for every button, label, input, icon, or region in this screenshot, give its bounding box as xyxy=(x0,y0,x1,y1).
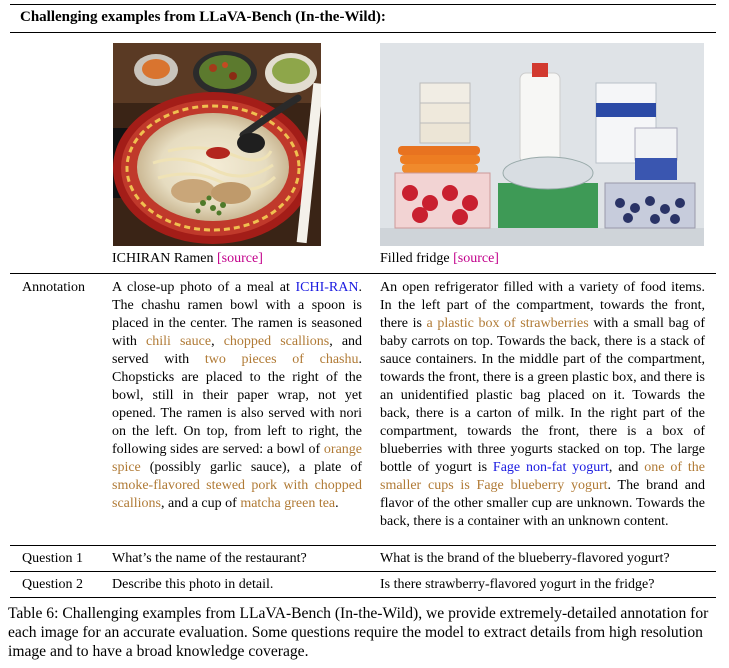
annotation-label: Annotation xyxy=(22,280,85,295)
table-title: Challenging examples from LLaVA-Bench (In-the-Wild): xyxy=(20,9,386,25)
ramen-source-link[interactable]: [source] xyxy=(217,251,263,266)
fridge-image-caption xyxy=(380,250,499,268)
images-rule xyxy=(10,273,716,274)
ramen-image-caption xyxy=(112,250,263,268)
table-caption: Table 6: Challenging examples from LLaVA-Bench (In-the-Wild), we provide extremely-detailed annotation for each image for an accurate evaluation. Some questions require the model to extract details from high resolution image and to have a broad knowledge coverage. xyxy=(8,605,709,660)
question1-label: Question 1 xyxy=(22,551,84,566)
fridge-annotation: An open refrigerator filled with a variety of food items. In the left part of the compartment, towards the front, there is a plastic box of strawberries with a small bag of baby carrots on top. Towards the back, there is a stack of sauce containers. In the middle part of the compartment, towards the front, there is a green plastic box, and there is an unidentified plastic bag placed on it. Towards the back, there is a carton of milk. In the right part of the compartment, towards the front, there is a box of blueberries with three yogurts stacked on top. The large bottle of yogurt is Fage non-fat yogurt, and one of the smaller cups is Fage blueberry yogurt. The brand and flavor of the other smaller cup are unknown. Towards the back, there is a container with an unknown content. xyxy=(380,280,706,529)
fridge-source-link[interactable]: [source] xyxy=(453,251,499,266)
fridge-image-name: Filled fridge xyxy=(380,251,450,266)
top-rule xyxy=(10,4,716,5)
fridge-photo xyxy=(380,43,704,246)
ramen-photo xyxy=(113,43,321,246)
fridge-question1: What is the brand of the blueberry-flavored yogurt? xyxy=(380,551,670,566)
bottom-rule xyxy=(10,597,716,598)
question2-label: Question 2 xyxy=(22,577,84,592)
title-rule xyxy=(10,32,716,33)
ramen-annotation: A close-up photo of a meal at ICHI-RAN. The chashu ramen bowl with a spoon is placed in the center. The ramen is seasoned with chili sauce, chopped scallions, and served with two pieces of chashu. Chopsticks are placed to the right of the bowl, still in their paper wrap, not yet opened. The ramen is also served with nori on the left. On top, from left to right, the following sides are served: a bowl of orange spice (possibly garlic sauce), a plate of smoke-flavored stewed pork with chopped scallions, and a cup of matcha green tea. xyxy=(112,280,363,511)
fridge-question2: Is there strawberry-flavored yogurt in the fridge? xyxy=(380,577,655,592)
ramen-question1: What’s the name of the restaurant? xyxy=(112,551,307,566)
annotation-rule xyxy=(10,545,716,546)
ramen-image-name: ICHIRAN Ramen xyxy=(112,251,214,266)
ramen-question2: Describe this photo in detail. xyxy=(112,577,274,592)
question1-rule xyxy=(10,571,716,572)
